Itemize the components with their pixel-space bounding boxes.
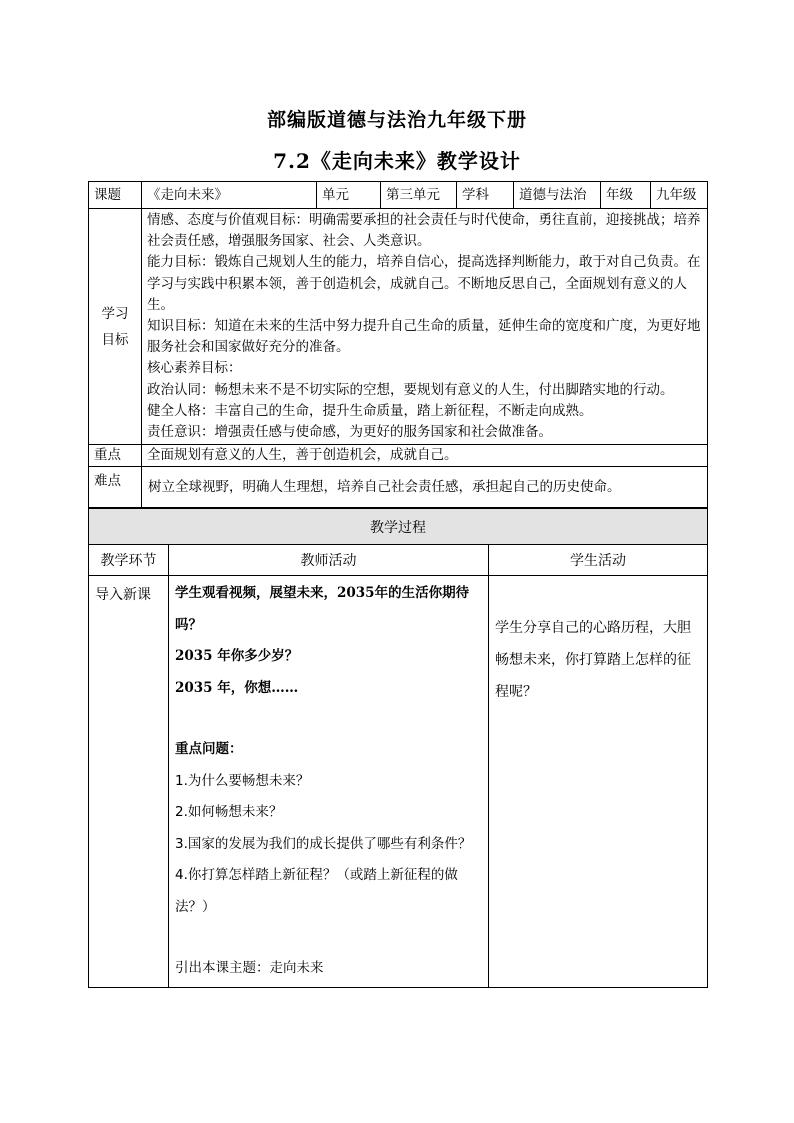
objective-ability: 能力目标：锻炼自己规划人生的能力，培养自信心，提高选择判断能力，敢于对自己负责。在学习与实践中积累本领，善于创造机会，成就自己。不断地反思自己，全面规划有意义的人生。: [147, 254, 701, 313]
teacher-line-video: 学生观看视频，展望未来，2035年的生活你期待吗？: [175, 585, 470, 633]
topic-value: 《走向未来》: [142, 182, 317, 209]
teaching-process-table: [88, 508, 708, 988]
grade-label: 年级: [601, 182, 651, 209]
objectives-label-line1: 学习: [101, 305, 129, 322]
objectives-label: [89, 209, 142, 445]
topic-label: 课题: [89, 182, 142, 209]
unit-value: 第三单元: [381, 182, 457, 209]
difficulty-row: [89, 467, 708, 508]
lesson-header-row: [89, 182, 708, 209]
lesson-topic-intro: 引出本课主题：走向未来: [175, 960, 324, 976]
grade-value: 九年级: [651, 182, 708, 209]
process-row-intro: [89, 576, 708, 988]
document-title: 部编版道德与法治九年级下册: [266, 109, 527, 131]
col-student-header: 学生活动: [489, 545, 708, 576]
focus-value: 全面规划有意义的人生，善于创造机会，成就自己。: [142, 445, 708, 467]
objectives-content: [142, 209, 708, 445]
objective-core-title: 核心素养目标：: [147, 360, 242, 377]
objectives-label-line2: 目标: [101, 331, 129, 348]
col-teacher-header: 教师活动: [169, 545, 489, 576]
process-title-row: [89, 509, 708, 545]
objective-responsibility: 责任意识：增强责任感与使命感，为更好的服务国家和社会做准备。: [147, 424, 552, 441]
teacher-activity: [169, 576, 489, 988]
teacher-line-wish: 2035 年，你想……: [175, 679, 299, 696]
objective-emotion: 情感、态度与价值观目标：明确需要承担的社会责任与时代使命，勇往直前，迎接挑战；培养社会责任感，增强服务国家、社会、人类意识。: [147, 212, 701, 250]
teacher-line-age: 2035 年你多少岁？: [175, 648, 299, 664]
objective-knowledge: 知识目标：知道在未来的生活中努力提升自己生命的质量，延伸生命的宽度和广度，为更好地服务社会和国家做好充分的准备。: [147, 318, 701, 356]
document-subtitle: 7.2《走向未来》教学设计: [273, 149, 521, 173]
student-activity: 学生分享自己的心路历程，大胆畅想未来，你打算踏上怎样的征程呢？: [489, 576, 708, 988]
objectives-row: [89, 209, 708, 445]
objective-political: 政治认同：畅想未来不是不切实际的空想，要规划有意义的人生，付出脚踏实地的行动。: [147, 381, 674, 398]
key-question-2: 2.如何畅想未来？: [175, 804, 283, 820]
focus-row: [89, 445, 708, 467]
key-question-1: 1.为什么要畅想未来？: [175, 772, 310, 789]
process-header-row: [89, 545, 708, 576]
key-question-3: 3.国家的发展为我们的成长提供了哪些有利条件？: [175, 835, 472, 852]
focus-label: 重点: [89, 445, 142, 467]
lesson-info-table: [88, 181, 708, 508]
subject-value: 道德与法治: [514, 182, 601, 209]
difficulty-value: 树立全球视野，明确人生理想，培养自己社会责任感，承担起自己的历史使命。: [142, 467, 708, 508]
col-stage-header: 教学环节: [89, 545, 169, 576]
key-questions-title: 重点问题：: [175, 741, 243, 757]
objective-personality: 健全人格：丰富自己的生命，提升生命质量，踏上新征程，不断走向成熟。: [147, 402, 593, 419]
key-question-4: 4.你打算怎样踏上新征程？（或踏上新征程的做法？）: [175, 867, 458, 915]
unit-label: 单元: [317, 182, 381, 209]
subject-label: 学科: [457, 182, 514, 209]
stage-name: 导入新课: [89, 576, 169, 988]
difficulty-label: 难点: [89, 467, 142, 508]
process-title: 教学过程: [89, 509, 708, 545]
